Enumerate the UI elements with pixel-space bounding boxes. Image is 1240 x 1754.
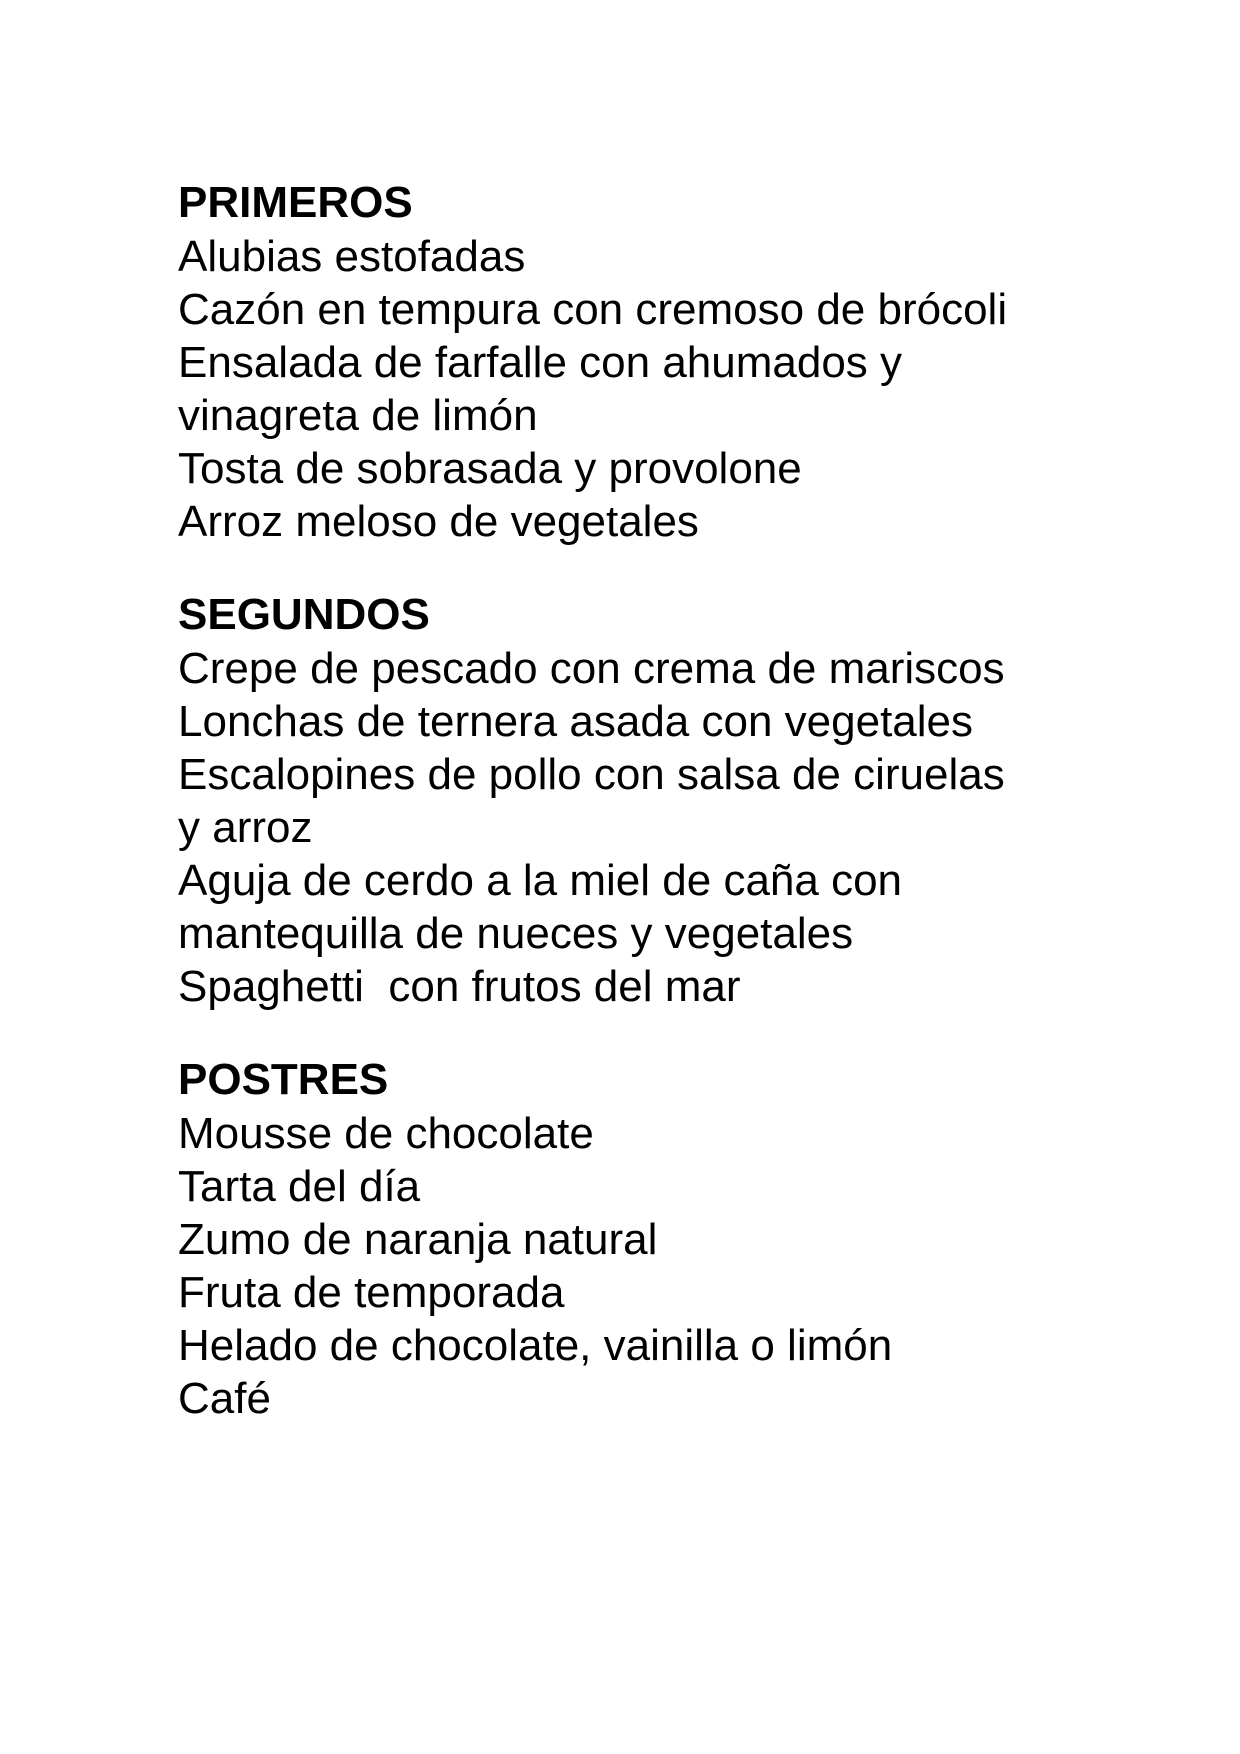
menu-item: Helado de chocolate, vainilla o limón bbox=[178, 1321, 893, 1370]
menu-item: Crepe de pescado con crema de mariscos bbox=[178, 644, 1005, 693]
section-postres bbox=[178, 1053, 1178, 1425]
menu-item: Spaghetti con frutos del mar bbox=[178, 962, 741, 1011]
section-primeros bbox=[178, 176, 1178, 548]
section-title-primeros: PRIMEROS bbox=[178, 178, 413, 227]
menu-item: Alubias estofadas bbox=[178, 232, 526, 281]
menu-item: vinagreta de limón bbox=[178, 391, 538, 440]
section-title-postres: POSTRES bbox=[178, 1055, 389, 1104]
menu-item: Ensalada de farfalle con ahumados y bbox=[178, 338, 903, 387]
menu-item: Escalopines de pollo con salsa de ciruelas bbox=[178, 750, 1005, 799]
menu-item: Fruta de temporada bbox=[178, 1268, 565, 1317]
menu-item: Zumo de naranja natural bbox=[178, 1215, 658, 1264]
menu-content bbox=[178, 176, 1178, 1465]
menu-item: Arroz meloso de vegetales bbox=[178, 497, 699, 546]
menu-item: Aguja de cerdo a la miel de caña con bbox=[178, 856, 903, 905]
menu-item: Café bbox=[178, 1374, 271, 1423]
menu-item: mantequilla de nueces y vegetales bbox=[178, 909, 854, 958]
section-title-segundos: SEGUNDOS bbox=[178, 590, 430, 639]
menu-item: Tarta del día bbox=[178, 1162, 421, 1211]
menu-item: Cazón en tempura con cremoso de brócoli bbox=[178, 285, 1008, 334]
menu-item: Mousse de chocolate bbox=[178, 1109, 594, 1158]
section-segundos bbox=[178, 588, 1178, 1013]
menu-item: y arroz bbox=[178, 803, 313, 852]
menu-item: Tosta de sobrasada y provolone bbox=[178, 444, 802, 493]
menu-item: Lonchas de ternera asada con vegetales bbox=[178, 697, 974, 746]
